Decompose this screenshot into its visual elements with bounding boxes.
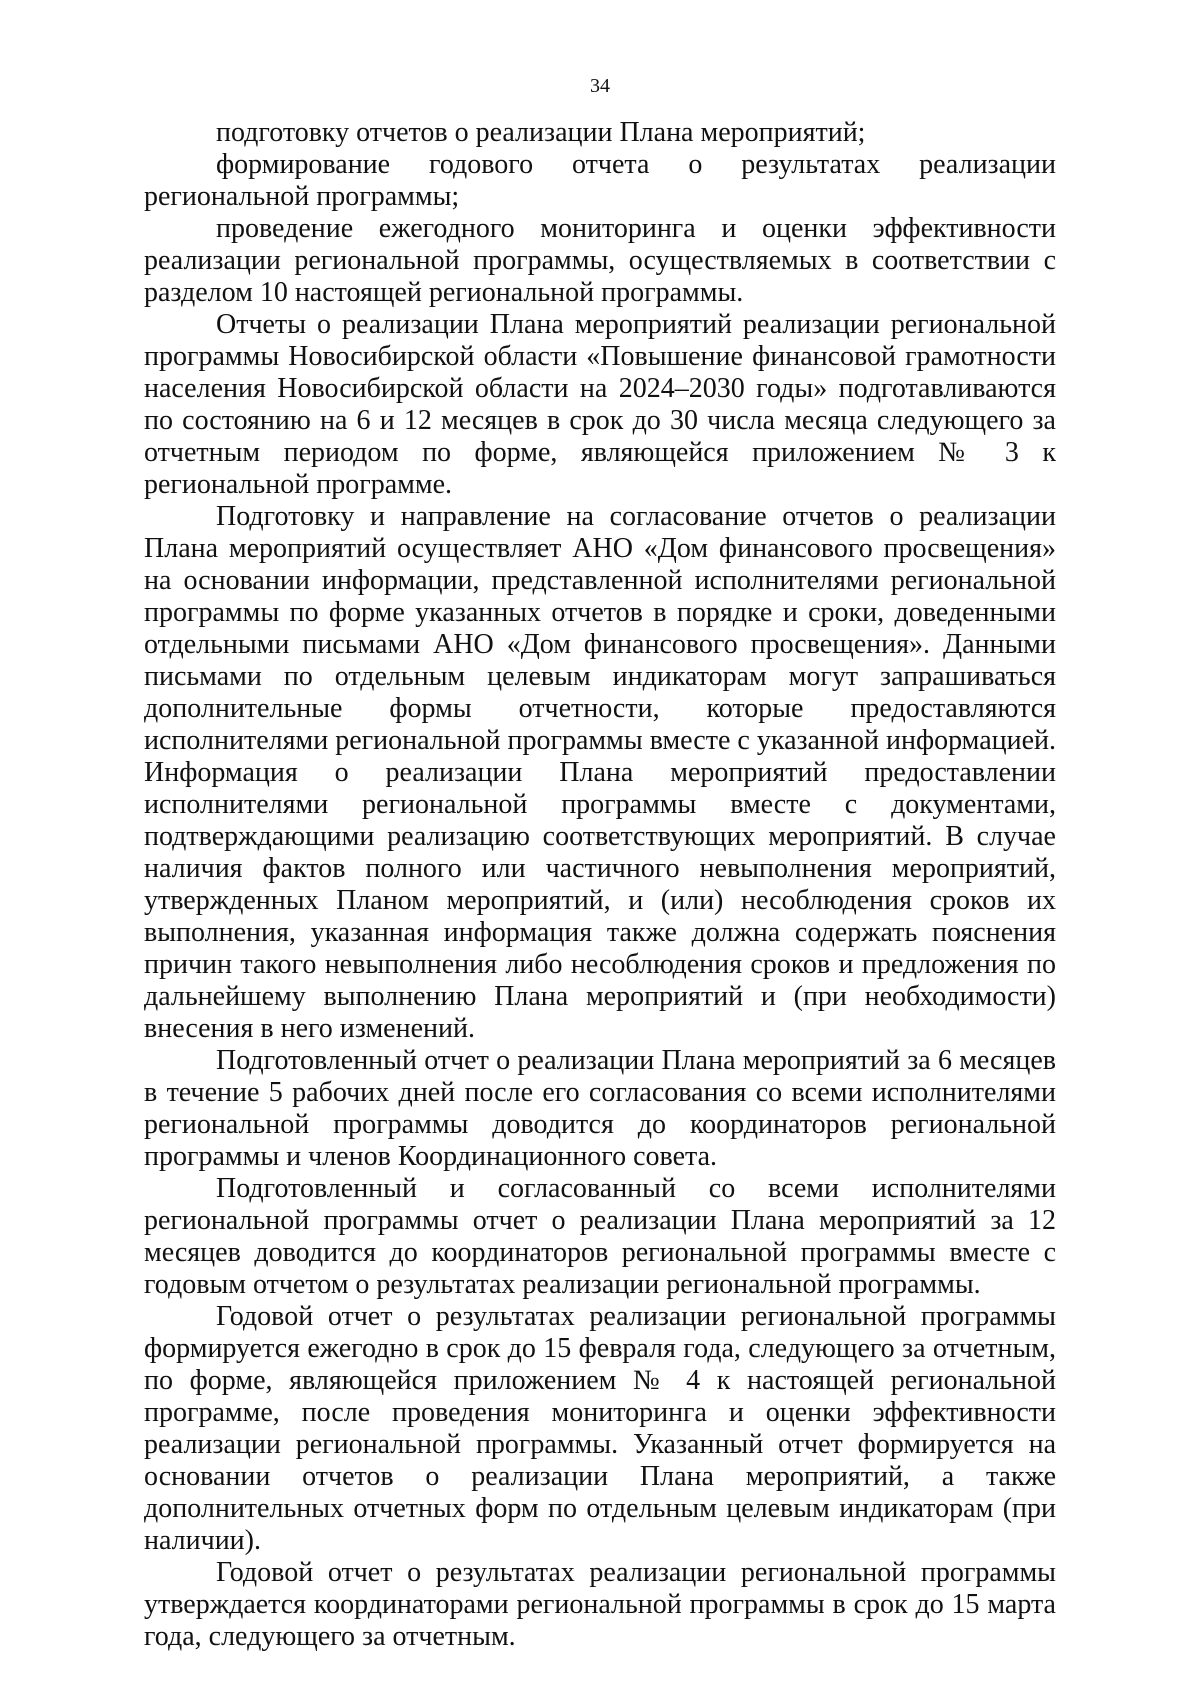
paragraph-plan-reports: Отчеты о реализации Плана мероприятий реализации региональной программы Новосибирской области «Повышение финансовой грамотности населения Новосибирской области на 2024–2030 годы» подготавливаются по состоянию на 6 и 12 месяцев в срок до 30 числа месяца следующего за отчетным периодом по форме, являющейся приложением № 3 к региональной программе. — [144, 309, 1056, 500]
paragraph-annual-report-deadline: Годовой отчет о результатах реализации региональной программы формируется ежегодно в срок до 15 февраля года, следующего за отчетным, по форме, являющейся приложением № 4 к настоящей региональной программе, после проведения мониторинга и оценки эффективности реализации региональной программы. Указанный отчет формируется на основании отчетов о реализации Плана мероприятий, а также дополнительных отчетных форм по отдельным целевым индикаторам (при наличии). — [144, 1301, 1056, 1556]
paragraph-twelve-month-report: Подготовленный и согласованный со всеми исполнителями региональной программы отчет о реализации Плана мероприятий за 12 месяцев доводится до координаторов региональной программы вместе с годовым отчетом о результатах реализации региональной программы. — [144, 1173, 1056, 1300]
paragraph-annual-report-formation: формирование годового отчета о результатах реализации региональной программы; — [144, 149, 1056, 212]
document-body — [144, 117, 1056, 1653]
paragraph-six-month-report: Подготовленный отчет о реализации Плана мероприятий за 6 месяцев в течение 5 рабочих дней после его согласования со всеми исполнителями региональной программы доводится до координаторов региональной программы и членов Координационного совета. — [144, 1045, 1056, 1172]
paragraph-reports-approval: Подготовку и направление на согласование отчетов о реализации Плана мероприятий осуществляет АНО «Дом финансового просвещения» на основании информации, представленной исполнителями региональной программы по форме указанных отчетов в порядке и сроки, доведенными отдельными письмами АНО «Дом финансового просвещения». Данными письмами по отдельным целевым индикаторам могут запрашиваться дополнительные формы отчетности, которые предоставляются исполнителями региональной программы вместе с указанной информацией. Информация о реализации Плана мероприятий предоставлении исполнителями региональной программы вместе с документами, подтверждающими реализацию соответствующих мероприятий. В случае наличия фактов полного или частичного невыполнения мероприятий, утвержденных Планом мероприятий, и (или) несоблюдения сроков их выполнения, указанная информация также должна содержать пояснения причин такого невыполнения либо несоблюдения сроков и предложения по дальнейшему выполнению Плана мероприятий и (при необходимости) внесения в него изменений. — [144, 501, 1056, 1044]
paragraph-annual-monitoring: проведение ежегодного мониторинга и оценки эффективности реализации региональной программы, осуществляемых в соответствии с разделом 10 настоящей региональной программы. — [144, 213, 1056, 308]
paragraph-annual-report-approval: Годовой отчет о результатах реализации региональной программы утверждается координаторами региональной программы в срок до 15 марта года, следующего за отчетным. — [144, 1557, 1056, 1652]
page-number: 34 — [590, 75, 610, 97]
paragraph-reports-preparation: подготовку отчетов о реализации Плана мероприятий; — [216, 117, 866, 148]
